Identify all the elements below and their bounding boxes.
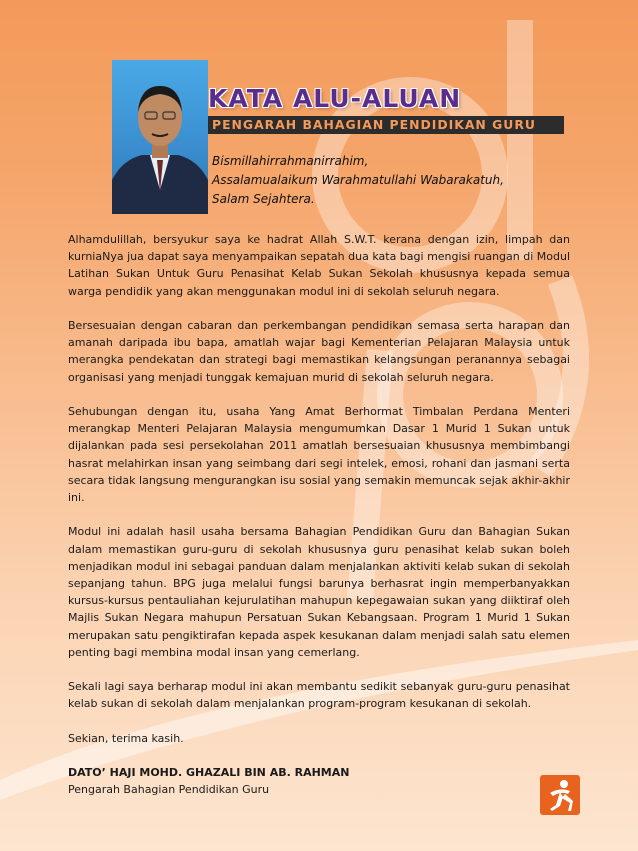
signature-position: Pengarah Bahagian Pendidikan Guru (68, 783, 270, 797)
signature-name: DATO’ HAJI MOHD. GHAZALI BIN AB. RAHMAN (68, 766, 350, 780)
greeting-block (212, 152, 504, 209)
paragraph: Sekali lagi saya berharap modul ini akan membantu sedikit sebanyak guru-guru penasihat kelab sukan di sekolah dalam menjalankan program-program kesukanan di sekolah. (68, 680, 570, 711)
greeting-line: Assalamualaikum Warahmatullahi Wabarakatuh, (212, 173, 504, 187)
runner-logo-icon (540, 775, 580, 815)
paragraph: Sehubungan dengan itu, usaha Yang Amat Berhormat Timbalan Perdana Menteri merangkap Menteri Pelajaran Malaysia mengumumkan Dasar 1 Murid 1 Sukan untuk dijalankan pada sesi persekolahan 2011 amatlah bersesuaian khususnya membimbangi hasrat melahirkan insan yang seimbang dari segi intelek, emosi, rohani dan jasmani serta secara tidak langsung mengurangkan isu sosial yang semakin memuncak sejak akhir-akhir ini. (68, 405, 570, 505)
portrait-photo (112, 60, 208, 214)
signature-block (68, 764, 570, 798)
paragraph: Bersesuaian dengan cabaran dan perkembangan pendidikan semasa serta harapan dan amanah daripada ibu bapa, amatlah wajar bagi Kementerian Pelajaran Malaysia untuk merangka pendekatan dan strategi bagi memastikan kelangsungan peranannya sebagai organisasi yang menjadi tunggak kemajuan murid di sekolah seluruh negara. (68, 319, 570, 384)
paragraph: Alhamdulillah, bersyukur saya ke hadrat Allah S.W.T. kerana dengan izin, limpah dan kurniaNya jua dapat saya menyampaikan sepatah dua kata bagi mengisi ruangan di Modul Latihan Sukan Untuk Guru Penasihat Kelab Sukan Sekolah khususnya kepada semua warga pendidik yang akan menggunakan modul ini di sekolah seluruh negara. (68, 233, 571, 298)
greeting-line: Bismillahirrahmanirrahim, (212, 154, 369, 168)
paragraph: Sekian, terima kasih. (68, 731, 184, 745)
greeting-line: Salam Sejahtera. (212, 192, 315, 206)
body-text (68, 231, 570, 799)
page-title: KATA ALU-ALUAN (208, 84, 462, 113)
paragraph: Modul ini adalah hasil usaha bersama Bahagian Pendidikan Guru dan Bahagian Sukan dalam memastikan guru-guru di sekolah khususnya guru penasihat kelab sukan boleh menjadikan modul ini sebagai panduan dalam menjalankan aktiviti kelab sukan di sekolah sepanjang tahun. BPG juga melalui fungsi barunya berhasrat ingin memperbanyakkan kursus-kursus pentauliahan kejurulatihan mahupun kepegawaian sukan yang diiktiraf oleh Majlis Sukan Negara mahupun Persatuan Sukan Kebangsaan. Program 1 Murid 1 Sukan merupakan satu pengiktirafan kepada aspek kesukanan dalam menjadi salah satu elemen penting bagi membina modal insan yang cemerlang. (68, 525, 570, 659)
page-subtitle: PENGARAH BAHAGIAN PENDIDIKAN GURU (212, 117, 536, 132)
